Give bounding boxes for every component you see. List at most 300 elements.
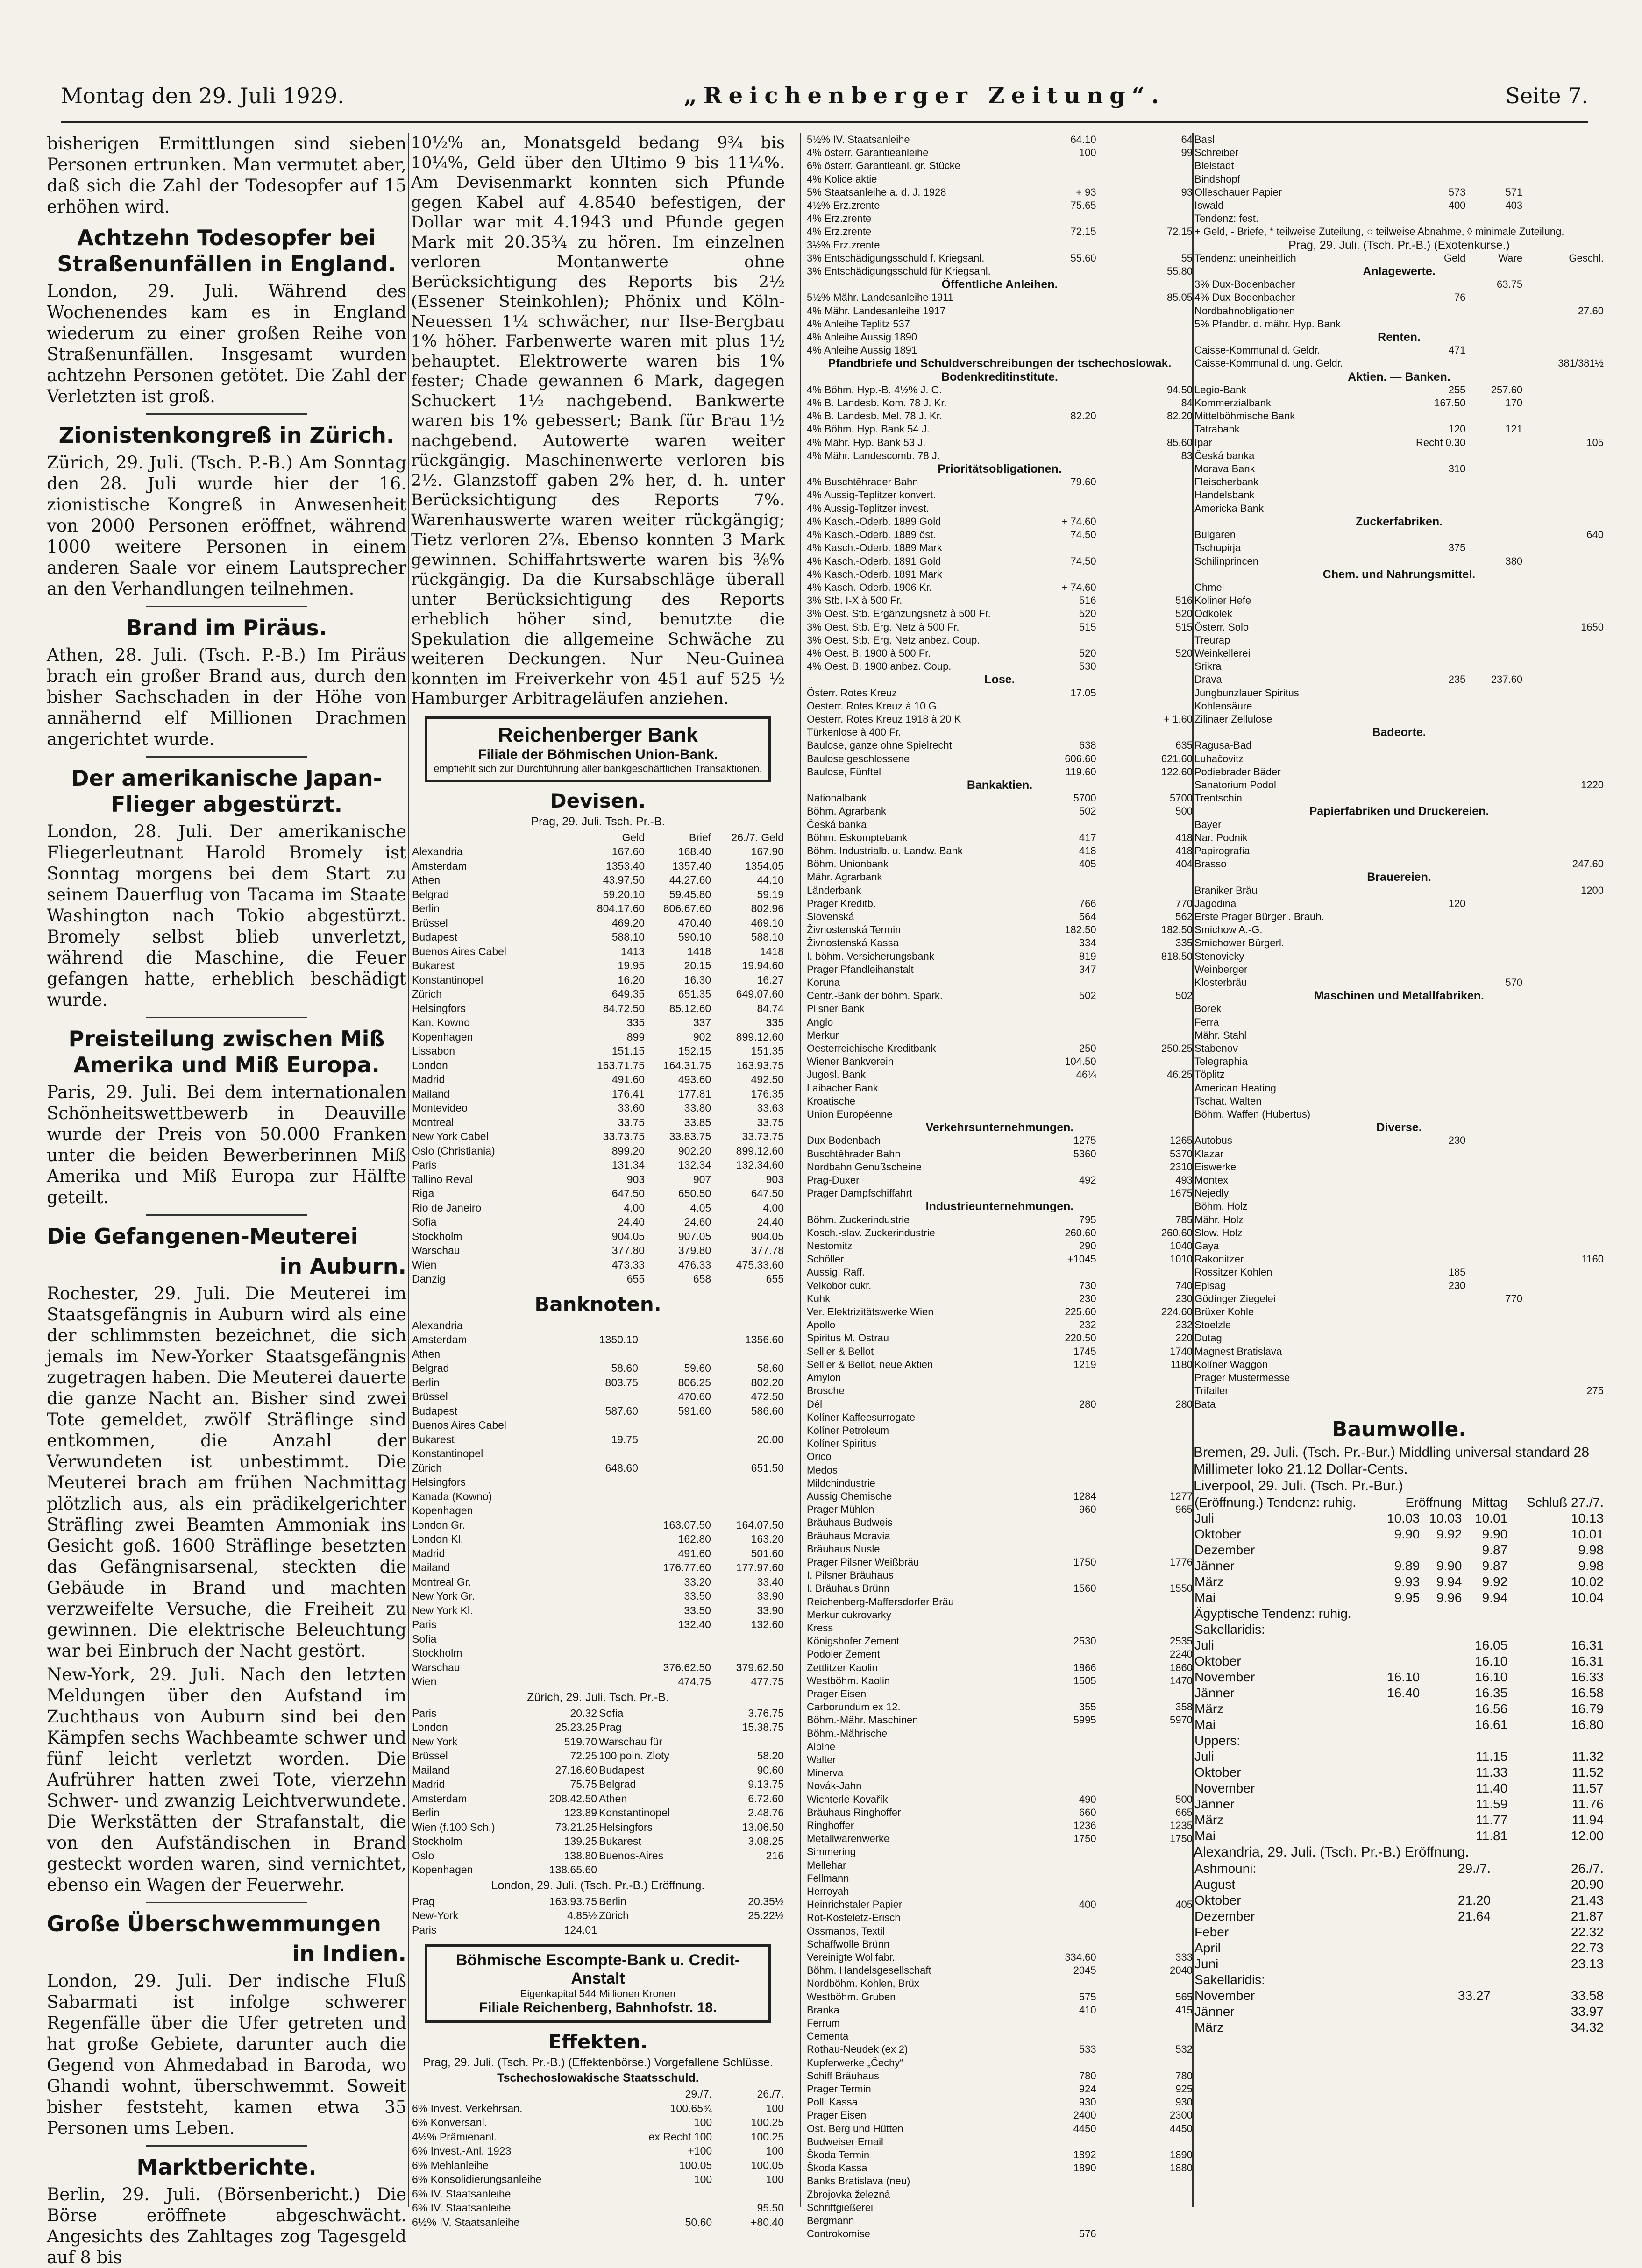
row-value: 1890 xyxy=(1073,2162,1096,2174)
row-value: 16.10 xyxy=(1475,1669,1508,1684)
table-row xyxy=(411,1617,785,1632)
row-value xyxy=(1379,1877,1492,1892)
row-value xyxy=(1466,634,1523,647)
article-text: New-York, 29. Juli. Nach den letzten Meldungen über den Aufstand im Zuchthaus von Auburn sind bei den Kämpfen sechs Wachbeamte schwer und fünf leicht verletzt worden. Die Aufrührer hatten zwei Tote, vierzehn Schwer- und zwanzig Leichtverwundete. Die Werkstätten der Strafanstalt, die von den Aufständischen in Brand gesteckt worden waren, sind vernichtet, ebenso ein Wagen der Feuerwehr. xyxy=(47,1665,406,1895)
row-value xyxy=(992,1859,1097,1872)
row-value xyxy=(1523,1095,1605,1108)
table-row xyxy=(1194,779,1605,792)
row-label: Oesterr. Rotes Kreuz 1918 à 20 K xyxy=(807,713,961,725)
row-value: 520 xyxy=(1175,647,1193,659)
row-label: London xyxy=(412,1721,448,1733)
row-value xyxy=(992,159,1097,172)
row-label: Magnest Bratislava xyxy=(1194,1345,1282,1357)
table-row xyxy=(1194,1266,1605,1279)
row-value xyxy=(1466,687,1523,700)
row-label: Oktober xyxy=(1194,1765,1241,1779)
row-value: 33.80 xyxy=(684,1102,711,1114)
row-label: Wiener Bankverein xyxy=(807,1056,894,1068)
row-value xyxy=(992,2135,1097,2148)
row-label: Kopenhagen xyxy=(412,1030,473,1043)
table-row xyxy=(806,502,1194,515)
row-value xyxy=(1379,1318,1466,1332)
row-value: 59.60 xyxy=(684,1362,711,1374)
row-value xyxy=(992,1108,1097,1121)
row-value xyxy=(992,344,1097,357)
row-value xyxy=(1523,1042,1605,1055)
row-label: Dutag xyxy=(1194,1332,1222,1344)
table-subcaption: Tschechoslowakische Staatsschuld. xyxy=(497,2071,699,2084)
table-row xyxy=(806,146,1194,159)
table-row xyxy=(806,660,1194,673)
row-label: Česká banka xyxy=(1194,449,1255,461)
row-label: Brosche xyxy=(807,1385,845,1397)
row-value xyxy=(712,1418,785,1432)
row-value: 290 xyxy=(1079,1240,1096,1252)
row-value: 33.63 xyxy=(757,1102,784,1114)
row-label: Madrid xyxy=(412,1778,445,1790)
row-value: 1418 xyxy=(760,945,784,957)
row-value xyxy=(1466,436,1523,449)
row-value: Recht 0.30 xyxy=(1416,436,1466,448)
row-value: 182.50 xyxy=(1065,924,1096,936)
row-label: Telegraphia xyxy=(1194,1056,1248,1068)
row-value: 123.89 xyxy=(564,1807,597,1819)
section-title: Banknoten. xyxy=(534,1292,661,1316)
row-value xyxy=(1466,1002,1523,1015)
row-value: 2310 xyxy=(1170,1161,1193,1173)
row-label: März xyxy=(1194,1812,1224,1827)
table-row xyxy=(806,1384,1194,1397)
row-value xyxy=(1097,1766,1194,1779)
row-value: 220.50 xyxy=(1065,1332,1096,1344)
row-value xyxy=(1466,1200,1523,1213)
row-value xyxy=(992,2175,1097,2188)
row-value: 250.25 xyxy=(1161,1042,1193,1055)
row-value: 280 xyxy=(1079,1398,1096,1410)
table-row xyxy=(411,1432,785,1447)
row-value xyxy=(992,1648,1097,1661)
table-row xyxy=(411,1560,785,1575)
row-value xyxy=(579,1318,639,1333)
row-value xyxy=(992,1424,1097,1437)
row-label: American Heating xyxy=(1194,1082,1276,1094)
row-label: Kopenhagen xyxy=(412,1864,473,1876)
row-value xyxy=(1379,963,1466,976)
table-row xyxy=(806,2214,1194,2227)
row-label: Bukarest xyxy=(412,959,455,971)
row-value: 806.67.60 xyxy=(663,902,711,914)
row-value: 4450 xyxy=(1170,2122,1193,2134)
row-label: Autobus xyxy=(1194,1134,1232,1147)
row-value xyxy=(992,713,1097,726)
row-value xyxy=(992,1002,1097,1015)
row-value xyxy=(1097,1885,1194,1898)
row-value: 84 xyxy=(1181,397,1193,409)
column-header: Schluß 27./7. xyxy=(1527,1495,1604,1510)
row-value xyxy=(1379,792,1466,805)
table-row xyxy=(806,726,1194,739)
row-value xyxy=(1379,1749,1421,1765)
row-value xyxy=(992,1543,1097,1556)
row-value xyxy=(1097,1108,1194,1121)
row-label: Mähr. Agrarbank xyxy=(807,871,882,883)
row-value: 335 xyxy=(766,1016,784,1028)
table-row xyxy=(1194,1002,1605,1015)
table-row xyxy=(1194,489,1605,502)
table-row xyxy=(411,1015,785,1030)
row-value xyxy=(1379,133,1466,146)
row-value xyxy=(1097,581,1194,594)
table-row xyxy=(806,2096,1194,2109)
row-value xyxy=(1523,660,1605,673)
cotton-bremen: Bremen, 29. Juli. (Tsch. Pr.-Bur.) Middling universal standard 28 Millimeter loko 21.12 Dollar-Cents. xyxy=(1194,1444,1590,1477)
row-value: 785 xyxy=(1175,1213,1193,1226)
row-label: Buenos Aires Cabel xyxy=(412,1419,507,1431)
row-value: + 93 xyxy=(1076,186,1096,198)
row-value: 11.77 xyxy=(1476,1812,1508,1827)
table-row xyxy=(411,1087,785,1101)
row-value: 899.12.60 xyxy=(736,1144,784,1157)
table-row xyxy=(1194,1685,1605,1701)
row-value xyxy=(712,1503,785,1518)
row-value xyxy=(1466,318,1523,331)
table-row xyxy=(411,1389,785,1404)
row-value xyxy=(1466,779,1523,792)
row-value xyxy=(1466,923,1523,936)
row-value xyxy=(1379,1371,1466,1384)
table-row xyxy=(1194,146,1605,159)
row-label: Budapest xyxy=(599,1764,645,1776)
row-value xyxy=(1379,923,1466,936)
row-value xyxy=(1379,660,1466,673)
row-value xyxy=(992,1266,1097,1279)
table-row xyxy=(806,2109,1194,2122)
row-label: Bleistadt xyxy=(1194,160,1234,172)
section-heading: Papierfabriken und Druckereien. xyxy=(1309,805,1489,818)
column-header: Geschl. xyxy=(1569,252,1604,264)
row-label: 3% Oest. Stb. Ergänzungsnetz à 500 Fr. xyxy=(807,608,991,620)
row-value xyxy=(1466,462,1523,475)
row-label: Amsterdam xyxy=(412,1333,467,1346)
row-value: 638 xyxy=(1079,739,1096,751)
row-value xyxy=(1421,1765,1463,1780)
row-value: 170 xyxy=(1505,397,1523,409)
row-label: I. Bräuhaus Brünn xyxy=(807,1582,890,1595)
row-label: Böhm.-Mährische xyxy=(807,1727,888,1739)
row-label: Anglo xyxy=(807,1016,833,1028)
table-row xyxy=(1194,1956,1605,1972)
row-value: 82.20 xyxy=(1166,410,1193,422)
row-value xyxy=(1097,318,1194,331)
row-label: 6% Mehlanleihe xyxy=(412,2159,489,2171)
table-row xyxy=(806,1477,1194,1490)
row-value xyxy=(1466,449,1523,462)
row-value: 899 xyxy=(626,1030,645,1043)
row-value xyxy=(1523,291,1605,304)
row-value xyxy=(579,1347,639,1361)
row-label: Berlin xyxy=(599,1895,626,1907)
row-value: 355 xyxy=(1079,1701,1096,1713)
row-label: 4% Mähr. Hyp. Bank 53 J. xyxy=(807,436,926,448)
table-row xyxy=(411,1834,785,1849)
table-row xyxy=(806,621,1194,634)
row-value xyxy=(1097,1569,1194,1582)
table-row xyxy=(1194,1095,1605,1108)
column-rule xyxy=(800,133,801,2207)
table-row xyxy=(411,1820,785,1835)
row-value: 334.60 xyxy=(1065,1951,1096,1963)
article-headline: Marktberichte. xyxy=(136,2155,317,2180)
row-label: Wien xyxy=(412,1258,437,1271)
row-value xyxy=(1379,1200,1466,1213)
row-value xyxy=(992,423,1097,436)
row-value xyxy=(1097,423,1194,436)
row-value: 27.16.60 xyxy=(555,1764,597,1776)
row-value: 9.98 xyxy=(1578,1558,1604,1573)
row-value xyxy=(579,1532,639,1546)
row-value: 220 xyxy=(1175,1332,1193,1344)
row-label: Sofia xyxy=(412,1632,437,1645)
row-value xyxy=(639,1418,712,1432)
row-label: 4% B. Landesb. Kom. 78 J. Kr. xyxy=(807,397,947,409)
row-value xyxy=(1379,1174,1466,1187)
row-value xyxy=(1097,976,1194,989)
row-value: 502 xyxy=(1079,990,1096,1002)
row-value xyxy=(992,1082,1097,1095)
row-value: 100.25 xyxy=(751,2116,784,2128)
table-row xyxy=(411,1475,785,1489)
row-value xyxy=(1097,2030,1194,2043)
table-row xyxy=(1194,1812,1605,1828)
table-row xyxy=(1194,423,1605,436)
table-row xyxy=(806,1977,1194,1990)
row-label: 6% Konsolidierungsanleihe xyxy=(412,2173,542,2185)
row-label: Novák-Jahn xyxy=(807,1780,862,1792)
row-value: 960 xyxy=(1079,1503,1096,1516)
row-value: 376.62.50 xyxy=(663,1661,711,1673)
row-value xyxy=(1097,1424,1194,1437)
row-value xyxy=(992,1477,1097,1490)
row-label: Ragusa-Bad xyxy=(1194,739,1252,751)
row-label: Zilinaer Zellulose xyxy=(1194,713,1272,725)
row-label: Legio-Bank xyxy=(1194,383,1247,396)
row-value: 1650 xyxy=(1581,621,1604,633)
row-value xyxy=(992,1516,1097,1529)
table-row xyxy=(806,475,1194,489)
table-row xyxy=(806,173,1194,186)
row-label: Jänner xyxy=(1194,1685,1235,1700)
table-row xyxy=(806,1029,1194,1042)
row-value: 1275 xyxy=(1073,1134,1096,1147)
column-header: 26./7. Geld xyxy=(731,831,784,843)
row-label: Buschtěhrader Bahn xyxy=(807,1148,901,1160)
row-value: 83 xyxy=(1181,449,1193,461)
row-label: Gödinger Ziegelei xyxy=(1194,1292,1276,1304)
row-value xyxy=(1523,950,1605,963)
row-value xyxy=(1379,1002,1466,1015)
row-label: Mailand xyxy=(412,1561,450,1573)
table-row xyxy=(1194,1134,1605,1147)
row-value: 1750 xyxy=(1073,1833,1096,1845)
row-value: 11.59 xyxy=(1476,1796,1508,1811)
row-label: Prager Dampfschiffahrt xyxy=(807,1187,912,1199)
table-row xyxy=(411,916,785,930)
row-value xyxy=(712,1318,785,1333)
row-value xyxy=(1466,1266,1523,1279)
row-value xyxy=(1379,1542,1421,1558)
table-row xyxy=(806,1832,1194,1845)
row-value: 230 xyxy=(1175,1292,1193,1304)
row-value xyxy=(1466,291,1523,304)
table-subcaption: Ägyptische Tendenz: ruhig. xyxy=(1194,1606,1351,1621)
row-label: Sofia xyxy=(599,1707,624,1719)
row-value: 10.03 xyxy=(1429,1510,1462,1525)
row-label: New York xyxy=(412,1735,458,1748)
table-row xyxy=(806,410,1194,423)
row-value: 225.60 xyxy=(1065,1306,1096,1318)
row-value xyxy=(1466,1279,1523,1292)
row-label: 4% Aussig-Teplitzer konvert. xyxy=(807,489,936,501)
table-row xyxy=(806,1569,1194,1582)
row-label: Wichterle-Kovařík xyxy=(807,1793,888,1805)
row-value xyxy=(992,1161,1097,1174)
row-value: 163.07.50 xyxy=(663,1518,711,1531)
row-label: Belgrad xyxy=(599,1778,636,1790)
table-row xyxy=(411,1229,785,1244)
table-row xyxy=(411,2187,785,2201)
row-value: 1860 xyxy=(1170,1661,1193,1673)
newspaper-title: „Reichenberger Zeitung“. xyxy=(684,83,1166,109)
row-value xyxy=(712,1347,785,1361)
row-value xyxy=(992,397,1097,410)
row-value xyxy=(1097,634,1194,647)
row-label: Danzig xyxy=(412,1273,446,1285)
table-row xyxy=(1194,357,1605,370)
row-value: 515 xyxy=(1175,621,1193,633)
row-label: 3% Entschädigungsschuld für Kriegsanl. xyxy=(807,265,991,277)
table-row xyxy=(806,1819,1194,1832)
row-value xyxy=(1379,1226,1466,1240)
row-value: 590.10 xyxy=(678,931,711,943)
row-value xyxy=(992,818,1097,831)
table-row xyxy=(806,2201,1194,2214)
row-value: 417 xyxy=(1079,831,1096,843)
row-value xyxy=(1523,1134,1605,1147)
row-value xyxy=(1523,713,1605,726)
row-value: 647.50 xyxy=(751,1187,784,1199)
row-label: Polli Kassa xyxy=(807,2096,858,2108)
section-heading: Öffentliche Anleihen. xyxy=(941,278,1058,291)
row-value xyxy=(1379,700,1466,713)
table-subcaption: Ashmouni: xyxy=(1194,1861,1257,1876)
table-row xyxy=(411,1186,785,1201)
zuerich-table xyxy=(411,1706,785,1877)
row-value xyxy=(1421,1669,1463,1685)
article-headline: Achtzehn Todesopfer bei Straßenunfällen in England. xyxy=(57,225,396,276)
row-value: 27.60 xyxy=(1578,305,1604,317)
row-value: 224.60 xyxy=(1161,1306,1193,1318)
row-value: 24.40 xyxy=(757,1216,784,1228)
row-value xyxy=(992,2201,1097,2214)
row-label: Österr. Solo xyxy=(1194,621,1249,633)
row-label: November xyxy=(1194,1988,1255,2003)
row-value: 404 xyxy=(1175,858,1193,870)
row-value xyxy=(992,1727,1097,1740)
row-value: 163.93.75 xyxy=(736,1059,784,1071)
row-label: Americka Bank xyxy=(1194,502,1264,514)
table-row xyxy=(411,1258,785,1272)
row-value: 418 xyxy=(1175,844,1193,857)
table-row xyxy=(806,1766,1194,1779)
row-label: New York Kl. xyxy=(412,1604,473,1616)
row-value xyxy=(712,1646,785,1660)
row-value xyxy=(1097,884,1194,897)
table-row xyxy=(411,1044,785,1058)
row-value xyxy=(1466,844,1523,858)
table-row xyxy=(806,1595,1194,1609)
row-value xyxy=(1523,1358,1605,1371)
row-label: 4% Kasch.-Oderb. 1889 Mark xyxy=(807,542,942,554)
row-value: 16.79 xyxy=(1571,1701,1604,1716)
row-value: 1265 xyxy=(1170,1134,1193,1147)
row-value xyxy=(1097,515,1194,528)
row-value xyxy=(1379,818,1466,831)
row-label: Bata xyxy=(1194,1398,1216,1410)
row-value: 1413 xyxy=(620,945,645,957)
row-value: 730 xyxy=(1079,1279,1096,1291)
row-value xyxy=(579,1489,639,1504)
row-label: Böhm.-Mähr. Maschinen xyxy=(807,1714,918,1726)
table-row xyxy=(806,1991,1194,2004)
row-value: 930 xyxy=(1079,2096,1096,2108)
row-label: 5% Staatsanleihe a. d. J. 1928 xyxy=(807,186,946,198)
row-value xyxy=(992,1187,1097,1200)
row-value: 516 xyxy=(1079,595,1096,607)
row-value xyxy=(1379,1345,1466,1358)
row-value xyxy=(1523,792,1605,805)
row-value: 1220 xyxy=(1581,779,1604,791)
row-label: Drava xyxy=(1194,673,1222,686)
row-label: 4% Böhm. Hyp. Bank 54 J. xyxy=(807,423,930,435)
row-value: 899.12.60 xyxy=(736,1030,784,1043)
row-value xyxy=(1523,1108,1605,1121)
row-value: 59.45.80 xyxy=(669,888,711,900)
row-value: 490 xyxy=(1079,1793,1096,1805)
row-label: 3½% Erz.zrente xyxy=(807,239,880,251)
row-value: 491.60 xyxy=(611,1073,645,1085)
cotton-report xyxy=(1194,1444,1605,2035)
row-value xyxy=(1097,489,1194,502)
page-header xyxy=(61,70,1588,123)
row-value: 33.73.75 xyxy=(603,1130,645,1142)
row-label: 6% Invest.-Anl. 1923 xyxy=(412,2145,512,2157)
table-row xyxy=(411,1674,785,1689)
row-value xyxy=(1379,1068,1466,1081)
row-label: Smichow A.-G. xyxy=(1194,924,1263,936)
row-value xyxy=(1097,1859,1194,1872)
row-value xyxy=(1466,159,1523,172)
row-value xyxy=(1379,1042,1466,1055)
article-text: London, 28. Juli. Der amerikanische Fliegerleutnant Harold Bromely ist Sonntag morgens bei dem Start zu seinem Dauerflug von Tacama im Staate Washington nach Tokio abgestürzt. Bromely selbst blieb unverletzt, während die Maschine, die Feuer gefangen hatte, erheblich beschädigt wurde. xyxy=(47,822,406,1010)
column-stocks xyxy=(806,133,1194,2240)
table-row xyxy=(1194,1213,1605,1226)
table-row xyxy=(411,1418,785,1432)
row-value xyxy=(579,1674,639,1689)
row-label: Stockholm xyxy=(412,1835,462,1847)
row-label: Oslo xyxy=(412,1849,434,1862)
row-value xyxy=(992,871,1097,884)
row-label: Brüssel xyxy=(412,1390,448,1403)
